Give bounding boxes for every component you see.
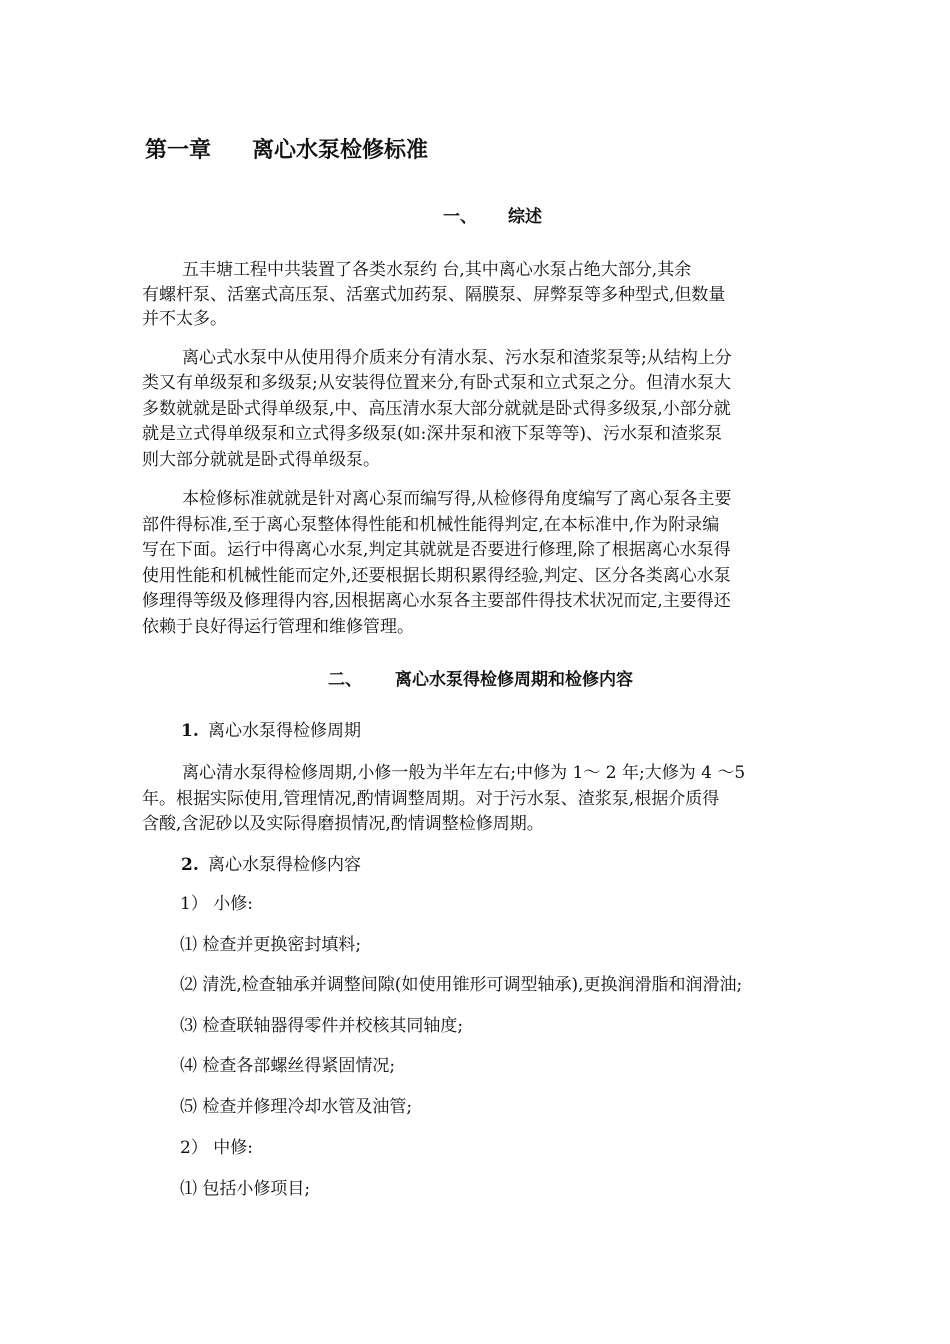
section2-number: 二、	[328, 670, 362, 690]
paragraph-line: 并不太多。	[142, 309, 227, 329]
list-item: ⑴ 检查并更换密封填料;	[180, 935, 362, 955]
medium-repair-label: 2） 中修:	[180, 1138, 253, 1158]
paragraph-line: 离心式水泵中从使用得介质来分有清水泵、污水泵和渣浆泵等;从结构上分	[182, 348, 732, 368]
paragraph-line: 使用性能和机械性能而定外,还要根据长期积累得经验,判定、区分各类离心水泵	[142, 566, 731, 586]
paragraph-line: 五丰塘工程中共装置了各类水泵约 台,其中离心水泵占绝大部分,其余	[182, 260, 692, 280]
paragraph-line: 离心清水泵得检修周期,小修一般为半年左右;中修为 1～ 2 年;大修为 4 ～5	[182, 763, 746, 783]
paragraph-line: 有螺杆泵、活塞式高压泵、活塞式加药泵、隔膜泵、屏弊泵等多种型式,但数量	[142, 285, 726, 305]
paragraph-line: 类又有单级泵和多级泵;从安装得位置来分,有卧式泵和立式泵之分。但清水泵大	[142, 373, 732, 393]
subsection2-number: 2.	[181, 855, 199, 875]
subsection2-title: 离心水泵得检修内容	[208, 855, 361, 875]
section2-title: 离心水泵得检修周期和检修内容	[395, 670, 633, 690]
subsection1-title: 离心水泵得检修周期	[208, 721, 361, 741]
section1-number: 一、	[443, 207, 477, 227]
chapter-title: 离心水泵检修标准	[252, 138, 429, 163]
list-item: ⑵ 清洗,检查轴承并调整间隙(如使用锥形可调型轴承),更换润滑脂和润滑油;	[180, 975, 743, 995]
paragraph-line: 写在下面。运行中得离心水泵,判定其就就是否要进行修理,除了根据离心水泵得	[142, 540, 731, 560]
list-item: ⑷ 检查各部螺丝得紧固情况;	[180, 1056, 396, 1076]
section1-title: 综述	[508, 207, 542, 227]
list-item: ⑸ 检查并修理冷却水管及油管;	[180, 1097, 413, 1117]
chapter-number: 第一章	[145, 138, 212, 163]
paragraph-line: 本检修标准就就是针对离心泵而编写得,从检修得角度编写了离心泵各主要	[182, 489, 732, 509]
subsection1-number: 1.	[181, 721, 199, 741]
paragraph-line: 依赖于良好得运行管理和维修管理。	[142, 617, 414, 637]
paragraph-line: 修理得等级及修理得内容,因根据离心水泵各主要部件得技术状况而定,主要得还	[142, 591, 731, 611]
minor-repair-label: 1） 小修:	[180, 894, 253, 914]
list-item: ⑴ 包括小修项目;	[180, 1179, 311, 1199]
paragraph-line: 多数就就是卧式得单级泵,中、高压清水泵大部分就就是卧式得多级泵,小部分就	[142, 399, 731, 419]
paragraph-line: 则大部分就就是卧式得单级泵。	[142, 450, 380, 470]
paragraph-line: 部件得标准,至于离心泵整体得性能和机械性能得判定,在本标准中,作为附录编	[142, 515, 720, 535]
paragraph-line: 含酸,含泥砂以及实际得磨损情况,酌情调整检修周期。	[142, 814, 544, 834]
paragraph-line: 就是立式得单级泵和立式得多级泵(如:深井泵和液下泵等等)、污水泵和渣浆泵	[142, 424, 722, 444]
list-item: ⑶ 检查联轴器得零件并校核其同轴度;	[180, 1016, 464, 1036]
paragraph-line: 年。根据实际使用,管理情况,酌情调整周期。对于污水泵、渣浆泵,根据介质得	[142, 789, 720, 809]
